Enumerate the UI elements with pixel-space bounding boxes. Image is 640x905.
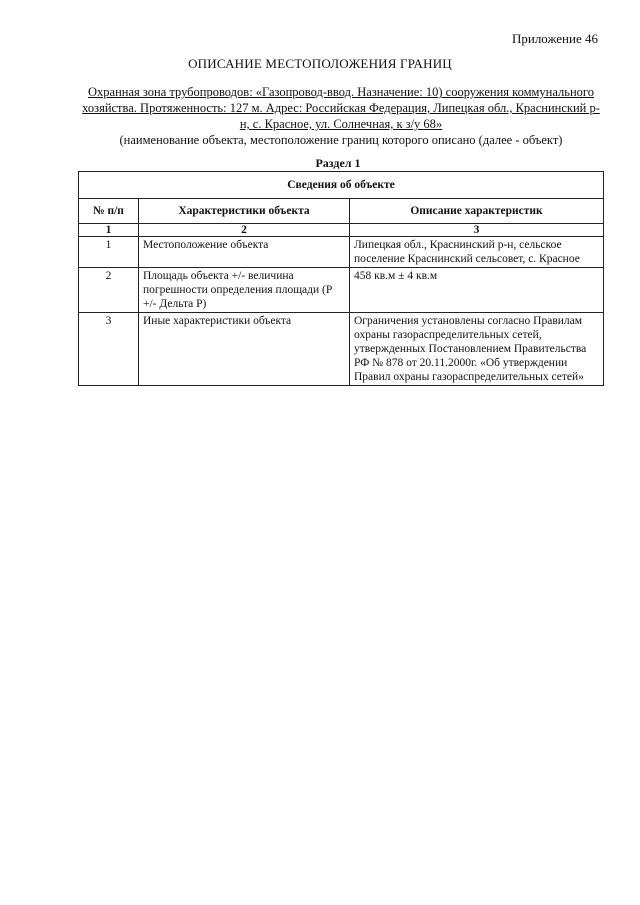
row-description: Ограничения установлены согласно Правилам охраны газораспределительных сетей, утвержденных Постановлением Правительства РФ № 878 от 20.11.2000г. «Об утверждении Правил охраны газораспределительных сетей» xyxy=(350,313,604,386)
row-characteristic: Иные характеристики объекта xyxy=(139,313,350,386)
object-caption: (наименование объекта, местоположение границ которого описано (далее - объект) xyxy=(119,133,563,147)
column-number-row xyxy=(79,224,604,237)
table-caption: Сведения об объекте xyxy=(79,172,604,199)
table-row xyxy=(79,268,604,313)
section-title: Раздел 1 xyxy=(315,156,361,170)
object-block xyxy=(78,84,604,148)
table-row xyxy=(79,313,604,386)
table-header-row xyxy=(79,199,604,224)
document-title: ОПИСАНИЕ МЕСТОПОЛОЖЕНИЯ ГРАНИЦ xyxy=(188,56,452,71)
row-number: 2 xyxy=(79,268,139,313)
header-characteristic: Характеристики объекта xyxy=(139,199,350,224)
row-number: 1 xyxy=(79,237,139,268)
row-number: 3 xyxy=(79,313,139,386)
object-name: Охранная зона трубопроводов: «Газопровод-ввод. Назначение: 10) сооружения коммунального хозяйства. Протяженность: 127 м. Адрес: Российская Федерация, Липецкая обл., Краснинский р-н, с. Красное, ул. Солнечная, к з/у 68» xyxy=(82,85,600,131)
row-characteristic: Площадь объекта +/- величина погрешности определения площади (Р +/- Дельта Р) xyxy=(139,268,350,313)
row-characteristic: Местоположение объекта xyxy=(139,237,350,268)
column-number: 1 xyxy=(79,224,139,237)
row-description: Липецкая обл., Краснинский р-н, сельское поселение Краснинский сельсовет, с. Красное xyxy=(350,237,604,268)
header-description: Описание характеристик xyxy=(350,199,604,224)
header-number: № п/п xyxy=(79,199,139,224)
column-number: 2 xyxy=(139,224,350,237)
table-caption-row xyxy=(79,172,604,199)
row-description: 458 кв.м ± 4 кв.м xyxy=(350,268,604,313)
appendix-label: Приложение 46 xyxy=(511,31,598,46)
table-row xyxy=(79,237,604,268)
object-info-table xyxy=(78,171,604,386)
column-number: 3 xyxy=(350,224,604,237)
